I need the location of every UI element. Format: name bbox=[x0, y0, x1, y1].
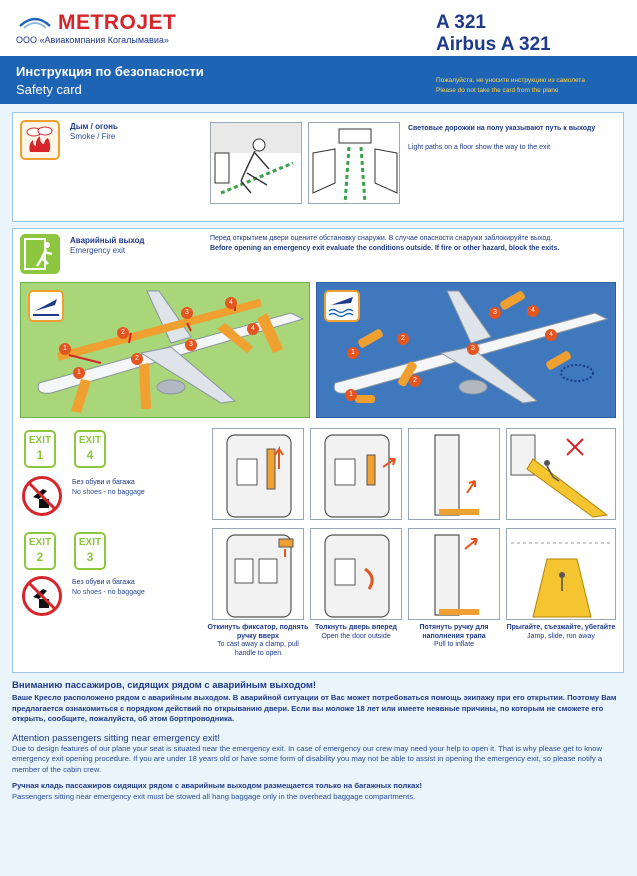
exit-warning-text: Перед открытием двери оцените обстановку снаружи. В случае опасности снаружи заблокируйте выход. bbox=[210, 235, 553, 242]
exit-row-notice bbox=[12, 680, 624, 865]
exit-number-marker: 2 bbox=[409, 375, 421, 387]
exit-number: 3 bbox=[86, 550, 94, 564]
exit-4-badge bbox=[74, 430, 106, 468]
smoke-fire-label-en: Smoke / Fire bbox=[70, 132, 116, 141]
floor-path-caption-en: Light paths on a floor show the way to the exit bbox=[408, 144, 551, 151]
exit-number-marker: 4 bbox=[247, 323, 259, 335]
step-4-caption bbox=[506, 624, 616, 641]
exit-number-marker: 1 bbox=[347, 347, 359, 359]
step-4-slide-illustration bbox=[506, 428, 616, 520]
floor-path-caption: Световые дорожки на полу указывают путь к выходу bbox=[408, 125, 596, 132]
step-1-caption bbox=[206, 624, 310, 658]
exit-word: EXIT bbox=[78, 435, 102, 446]
exit-number-marker: 4 bbox=[545, 329, 557, 341]
step-caption-ru: Откинуть фиксатор, поднять ручку вверх bbox=[207, 624, 309, 640]
step-caption-en: Jamp, slide, run away bbox=[527, 632, 595, 640]
aircraft-model-full: Airbus A 321 bbox=[436, 34, 551, 55]
exit-number-marker: 2 bbox=[131, 353, 143, 365]
emergency-exit-label-en: Emergency exit bbox=[70, 246, 126, 255]
step-caption-ru: Потянуть ручку для наполнения трапа bbox=[419, 624, 489, 640]
exit-number-marker: 2 bbox=[397, 333, 409, 345]
exit-word: EXIT bbox=[28, 435, 52, 446]
step-2-push-door-illustration bbox=[310, 528, 402, 620]
step-caption-ru: Прыгайте, съезжайте, убегайте bbox=[506, 624, 616, 631]
no-shoes-label-en: No shoes - no baggage bbox=[72, 589, 145, 596]
step-3-caption bbox=[404, 624, 504, 650]
exit-number-marker: 3 bbox=[181, 307, 193, 319]
notice-text-en: Due to design features of our plane your seat is situated near the emergency exit. In case of emergency our crew may need your help to open it. That is why please get to know emergency exit opening procedure. If you are under 18 years old or have some form of disability you may not be able to assist in opening the emergency exit, so please notify a member of the cabin crew. bbox=[12, 743, 603, 774]
step-1-door-handle-illustration bbox=[212, 528, 304, 620]
exit-number-marker: 4 bbox=[527, 305, 539, 317]
step-caption-ru: Толкнуть дверь вперед bbox=[315, 624, 397, 631]
water-evacuation-diagram bbox=[316, 282, 616, 418]
keep-card-note: Пожалуйста, не уносите инструкцию из самолета bbox=[436, 77, 585, 84]
exit-number-marker: 1 bbox=[59, 343, 71, 355]
no-shoes-label-en: No shoes - no baggage bbox=[72, 489, 145, 496]
exit-word: EXIT bbox=[28, 537, 52, 548]
company-name: ООО «Авиакомпания Когалымавиа» bbox=[16, 35, 169, 45]
exit-warning-text-en: Before opening an emergency exit evaluate the conditions outside. If fire or other hazard, block the exits. bbox=[210, 245, 560, 252]
land-evacuation-diagram bbox=[20, 282, 310, 418]
exit-number-marker: 3 bbox=[185, 339, 197, 351]
no-shoes-baggage-icon bbox=[22, 576, 62, 616]
exit-number-marker: 1 bbox=[73, 367, 85, 379]
smoke-fire-icon bbox=[20, 120, 60, 160]
exit-number: 4 bbox=[86, 448, 94, 462]
brand-name: METROJET bbox=[58, 11, 177, 34]
exit-word: EXIT bbox=[78, 537, 102, 548]
exit-number-marker: 2 bbox=[117, 327, 129, 339]
step-2-caption bbox=[306, 624, 406, 641]
smoke-fire-label: Дым / огонь bbox=[70, 122, 118, 131]
exit-number-marker: 4 bbox=[225, 297, 237, 309]
airline-logo-icon bbox=[18, 14, 52, 32]
notice-heading: Вниманию пассажиров, сидящих рядом с аварийным выходом! bbox=[12, 680, 317, 691]
emergency-exit-label: Аварийный выход bbox=[70, 236, 145, 245]
step-3-pull-inflate-illustration bbox=[408, 528, 500, 620]
page-title: Инструкция по безопасности bbox=[16, 64, 204, 79]
step-caption-en: To cast away a clamp, pull handle to open bbox=[217, 641, 299, 657]
aircraft-model: A 321 bbox=[436, 12, 486, 33]
notice-text: Ваше Кресло расположено рядом с аварийным выходом. В аварийной ситуации от Вас может потребоваться помощь экипажу при его открытии. Поэтому Вам предлагается ознакомиться с порядком действий по открыванию двери. Если вы моложе 18 лет или имеете неявные причины, по которым не сможете его открыть, сообщите, пожалуйста, об этом бортпроводника. bbox=[12, 693, 617, 723]
no-shoes-baggage-icon bbox=[22, 476, 62, 516]
exit-number-marker: 1 bbox=[345, 389, 357, 401]
emergency-exit-icon bbox=[20, 234, 60, 274]
notice-heading-en: Attention passengers sitting near emergency exit! bbox=[12, 732, 221, 744]
keep-card-note-en: Please do not take the card from the plane bbox=[436, 87, 559, 94]
step-3-pull-inflate-illustration bbox=[408, 428, 500, 520]
smoke-crawl-illustration bbox=[210, 122, 302, 204]
exit-2-badge bbox=[24, 532, 56, 570]
floor-path-illustration bbox=[308, 122, 400, 204]
exit-number-marker: 3 bbox=[467, 343, 479, 355]
step-caption-en: Pull to inflate bbox=[433, 641, 475, 648]
exit-number: 2 bbox=[36, 550, 44, 564]
no-shoes-label: Без обуви и багажа bbox=[72, 479, 135, 486]
exit-1-badge bbox=[24, 430, 56, 468]
step-4-slide-illustration bbox=[506, 528, 616, 620]
page-title-en: Safety card bbox=[16, 82, 82, 97]
exit-number-marker: 3 bbox=[489, 307, 501, 319]
step-caption-en: Open the door outside bbox=[321, 632, 391, 640]
no-shoes-label: Без обуви и багажа bbox=[72, 579, 135, 586]
exit-number: 1 bbox=[36, 448, 44, 462]
step-1-door-handle-illustration bbox=[212, 428, 304, 520]
baggage-notice: Ручная кладь пассажиров сидящих рядом с аварийным выходом размещается только на багажных полках! bbox=[12, 781, 423, 790]
baggage-notice-en: Passengers sitting near emergency exit must be stowed all hang baggage only in the overhead baggage compartments. bbox=[12, 791, 416, 801]
step-2-push-door-illustration bbox=[310, 428, 402, 520]
exit-3-badge bbox=[74, 532, 106, 570]
